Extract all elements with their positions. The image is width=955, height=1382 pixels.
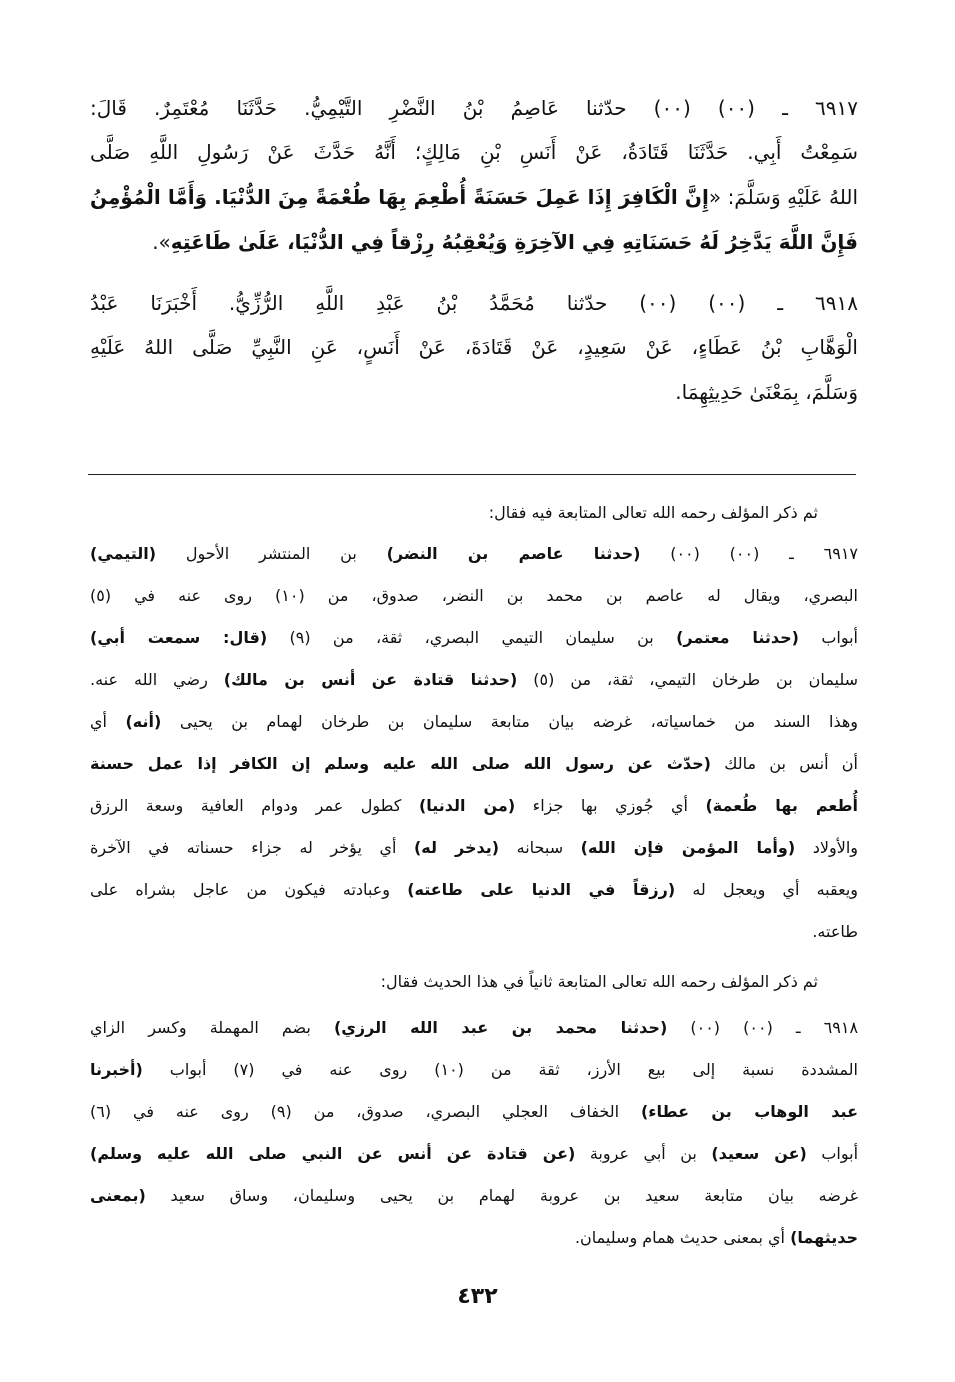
commentary-line <box>90 1095 858 1129</box>
text-segment: بن المنتشر الأحول <box>156 544 387 563</box>
text-segment: والأولاد <box>795 838 859 857</box>
bold-text-segment: (عن قتادة عن أنس عن النبي صلى الله عليه وسلم) <box>90 1144 576 1163</box>
main-line <box>90 327 858 367</box>
text-segment: ثم ذكر المؤلف رحمه الله تعالى المتابعة ثانياً في هذا الحديث فقال: <box>380 972 818 991</box>
bold-text-segment: (أنه) <box>125 712 162 731</box>
bold-text-segment: حديثهما) <box>790 1228 858 1247</box>
commentary-line <box>90 747 858 781</box>
page-number: ٤٣٢ <box>457 1284 498 1309</box>
text-segment: أي يؤخر له جزاء حسناته في الآخرة <box>90 838 414 857</box>
text-segment: ٦٩١٨ ـ (٠٠) (٠٠) حدّثنا مُحَمَّدُ بْنُ عَبْدِ اللَّهِ الرُّزِّيُّ. أَخْبَرَنَا عَبْدُ <box>90 291 858 315</box>
commentary-line <box>90 1221 858 1255</box>
main-line <box>90 88 858 128</box>
text-segment: اللهُ عَلَيْهِ وَسَلَّمَ: « <box>708 185 858 209</box>
commentary-line <box>90 705 858 739</box>
text-segment: أي <box>90 712 126 731</box>
commentary-line <box>90 789 858 823</box>
text-segment: سليمان بن طرخان التيمي، ثقة، من (٥) <box>517 670 859 689</box>
text-segment: بضم المهملة وكسر الزاي <box>90 1018 334 1037</box>
text-segment: الخفاف العجلي البصري، صدوق، من (٩) روى عنه في (٦) <box>90 1102 641 1121</box>
bold-text-segment: (قال: سمعت أبي) <box>90 628 268 647</box>
bold-text-segment: (بمعنى <box>90 1186 146 1205</box>
bold-text-segment: (حدثنا عاصم بن النضر) <box>386 544 641 563</box>
main-line <box>90 177 858 217</box>
bold-text-segment: (عن سعيد) <box>711 1144 807 1163</box>
text-segment: ثم ذكر المؤلف رحمه الله تعالى المتابعة فيه فقال: <box>488 503 818 522</box>
text-segment: سَمِعْتُ أَبِي. حَدَّثَنَا قَتَادَةُ، عَنْ أَنَسِ بْنِ مَالِكٍ؛ أَنَّهُ حَدَّثَ عَنْ رَسُولِ اللَّهِ صَلَّى <box>90 140 858 164</box>
text-segment: ٦٩١٧ ـ (٠٠) (٠٠) حدّثنا عَاصِمُ بْنُ النَّضْرِ التَّيْمِيُّ. حَدَّثَنَا مُعْتَمِرٌ. قَالَ: <box>90 96 859 120</box>
text-segment: أبواب <box>806 1144 859 1163</box>
text-segment: رضي الله عنه. <box>90 670 224 689</box>
text-segment: أي جُوزي بها جزاء <box>515 796 706 815</box>
commentary-line <box>90 915 858 949</box>
bold-text-segment: (حدثنا معتمر) <box>676 628 799 647</box>
text-segment: غرضه بيان متابعة سعيد بن عروبة لهمام بن يحيى وسليمان، وساق سعيد <box>145 1186 858 1205</box>
commentary-line <box>90 965 858 999</box>
commentary-line <box>90 579 858 613</box>
text-segment: وَسَلَّمَ، بِمَعْنَىٰ حَدِيثِهِمَا. <box>675 380 858 404</box>
commentary-line <box>90 831 858 865</box>
text-segment: وهذا السند من خماسياته، غرضه بيان متابعة سليمان بن طرخان لهمام بن يحيى <box>161 712 859 731</box>
text-segment: سبحانه <box>499 838 581 857</box>
commentary-line <box>90 1137 858 1171</box>
text-segment: بن أبي عروبة <box>575 1144 712 1163</box>
bold-text-segment: (وأما المؤمن فإن الله) <box>580 838 796 857</box>
commentary-line <box>90 537 858 571</box>
text-segment: وعبادته فيكون من عاجل بشراه على <box>90 880 408 899</box>
text-segment: أبواب <box>799 628 859 647</box>
commentary-line <box>90 873 858 907</box>
text-segment: ويعقبه أي ويعجل له <box>675 880 858 899</box>
commentary-line <box>90 1011 858 1045</box>
text-segment: أن أنس بن مالك <box>711 754 858 773</box>
bold-text-segment: (حدثنا محمد بن عبد الله الرزي) <box>333 1018 668 1037</box>
main-line <box>90 283 858 323</box>
bold-text-segment: عبد الوهاب بن عطاء) <box>640 1102 858 1121</box>
text-segment: طاعته. <box>812 922 858 941</box>
bold-text-segment: فَإِنَّ اللَّهَ يَدَّخِرُ لَهُ حَسَنَاتِهِ فِي الآخِرَةِ وَيُعْقِبُهُ رِزْقاً فِي الدُّنْيَا، عَلَىٰ طَاعَتِهِ <box>170 230 858 254</box>
bold-text-segment: (رزقاً في الدنيا على طاعته) <box>407 880 676 899</box>
commentary-line <box>90 621 858 655</box>
main-line <box>90 222 858 262</box>
text-segment: ٦٩١٨ ـ (٠٠) (٠٠) <box>667 1018 859 1037</box>
bold-text-segment: أُطعم بها طُعمة) <box>705 796 859 815</box>
text-segment: البصري، ويقال له عاصم بن محمد بن النضر، صدوق، من (١٠) روى عنه في (٥) <box>90 586 859 605</box>
commentary-line <box>90 1179 858 1213</box>
commentary-line <box>90 496 858 530</box>
text-segment: بن سليمان التيمي البصري، ثقة، من (٩) <box>267 628 677 647</box>
text-segment: ٦٩١٧ ـ (٠٠) (٠٠) <box>640 544 858 563</box>
bold-text-segment: (التيمي) <box>90 544 157 563</box>
commentary-line <box>90 663 858 697</box>
main-line <box>90 132 858 172</box>
text-segment: الْوَهَّابِ بْنُ عَطَاءٍ، عَنْ سَعِيدٍ، عَنْ قَتَادَةَ، عَنْ أَنَسٍ، عَنِ النَّبِيِّ صَلَّى اللهُ عَلَيْهِ <box>90 335 858 359</box>
commentary-line <box>90 1053 858 1087</box>
text-segment: المشددة نسبة إلى بيع الأرز، ثقة من (١٠) روى عنه في (٧) أبواب <box>142 1060 858 1079</box>
footnote-divider <box>88 474 856 475</box>
bold-text-segment: إِنَّ الْكَافِرَ إِذَا عَمِلَ حَسَنَةً أُطْعِمَ بِهَا طُعْمَةً مِنَ الدُّنْيَا. وَأَمَّا الْمُؤْمِنُ <box>90 185 709 209</box>
main-line <box>90 372 858 412</box>
text-segment: أي بمعنى حديث همام وسليمان. <box>574 1228 791 1247</box>
text-segment: كطول عمر ودوام العافية وسعة الرزق <box>90 796 419 815</box>
bold-text-segment: (حدثنا قتادة عن أنس بن مالك) <box>223 670 518 689</box>
text-segment: ». <box>152 230 171 254</box>
bold-text-segment: (حدّث عن رسول الله صلى الله عليه وسلم إن الكافر إذا عمل حسنة <box>90 754 711 773</box>
bold-text-segment: (يدخر له) <box>413 838 500 857</box>
bold-text-segment: (من الدنيا) <box>418 796 516 815</box>
bold-text-segment: (أخبرنا <box>90 1060 143 1079</box>
